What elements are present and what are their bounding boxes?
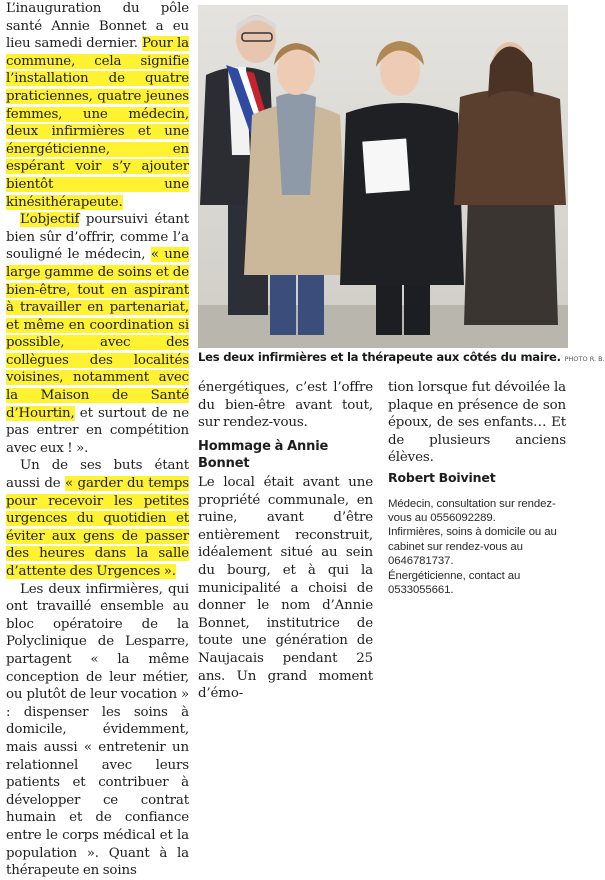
paragraph-5: énergétiques, c’est l’offre du bien-être avant tout, sur rendez-vous. (198, 380, 373, 431)
info-line-doctor: Médecin, consultation sur rendez-vous au 0556092289. (388, 497, 556, 524)
highlight: « une large gamme de soins et de bien-être, tout en aspirant à travailler en partenariat, et même en coordination si possible, avec des collègues des localités voisines, notamment avec la Maison de Santé d’Hourtin, (6, 247, 190, 421)
paragraph-7: tion lorsque fut dévoilée la plaque en présence de son époux, de ses enfants… Et de plusieurs anciens élèves. (388, 380, 566, 466)
paragraph-2: L’objectif poursuivi étant bien sûr d’offrir, comme l’a souligné le médecin, « une large gamme de soins et de bien-être, tout en aspirant à travailler en partenariat, et même en coordination si possible, avec des collègues des localités voisines, notamment avec la Maison de Santé d’Hourtin, et surtout de ne pas entrer en compétition avec eux ! ». (6, 212, 190, 456)
paragraph-4: Les deux infirmières, qui ont travaillé ensemble au bloc opératoire de la Polyclinique de Lesparre, partagent « la même conception de leur métier, ou plutôt de leur vocation » : dispenser les soins à domicile, évidemment, mais aussi « entretenir un relationnel avec leurs patients et contribuer à développer ce contrat humain et de confiance entre le corps médical et la population ». Quant à la thérapeute en soins (6, 581, 189, 879)
photo-illustration (198, 5, 568, 348)
highlight: « garder du temps pour recevoir les petites urgences du quotidien et éviter aux gens de passer des heures dans la salle d’attente des Urgences ». (6, 476, 189, 579)
paragraph-6: Le local était avant une propriété communale, en ruine, avant d’être entièrement reconstruit, idéalement situé au sein du bourg, et à qui la municipalité a choisi de donner le nom d’Annie Bonnet, institutrice de toute une génération de Naujacais pendant 25 ans. Un grand moment d’émo- (198, 474, 373, 702)
highlight: L’objectif (20, 212, 80, 228)
contact-info-box (388, 497, 566, 598)
paragraph-1: L’inauguration du pôle santé Annie Bonnet a eu lieu samedi dernier. Pour la commune, cela signifie l’installation de quatre praticiennes, quatre jeunes femmes, une médecin, deux infirmières et une énergéticienne, en espérant voir s’y ajouter bientôt une kinésithérapeute. (6, 1, 190, 210)
article-photo (198, 5, 568, 348)
info-line-energetics: Énergéticienne, contact au 0533055661. (388, 569, 521, 596)
article-column-1 (6, 0, 190, 879)
photo-caption: Les deux infirmières et la thérapeute aux côtés du maire. PHOTO R. B. (198, 350, 605, 364)
paragraph-3: Un de ses buts étant aussi de « garder du temps pour recevoir les petites urgences du quotidien et éviter aux gens de passer des heures dans la salle d’attente des Urgences ». (6, 458, 189, 579)
photo-credit: PHOTO R. B. (564, 355, 605, 363)
highlight: Pour la commune, cela signifie l’installation de quatre praticiennes, quatre jeunes femmes, une médecin, deux infirmières et une énergéticienne, en espérant voir s’y ajouter bientôt une kinésithérapeute. (6, 36, 190, 210)
section-heading: Hommage à Annie Bonnet (198, 438, 329, 472)
article-column-2 (198, 379, 373, 702)
info-line-nurses: Infirmières, soins à domicile ou au cabinet sur rendez-vous au 0646781737. (388, 526, 557, 568)
article-column-3 (388, 379, 566, 596)
author-signature: Robert Boivinet (388, 469, 496, 485)
